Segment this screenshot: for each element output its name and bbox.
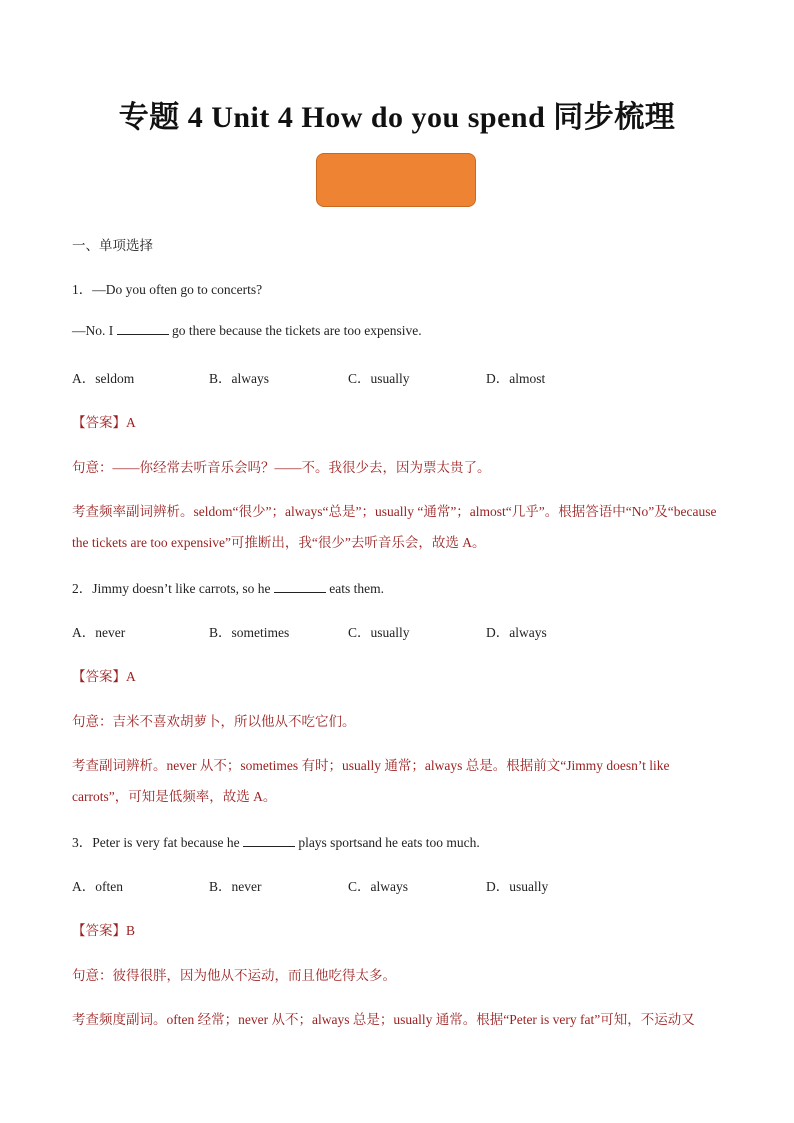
q1-answer-label: 【答案】 bbox=[72, 415, 126, 430]
q2-answer-label: 【答案】 bbox=[72, 669, 126, 684]
section-heading: 一、单项选择 bbox=[72, 238, 153, 253]
q2-meaning: 句意：吉米不喜欢胡萝卜，所以他从不吃它们。 bbox=[72, 714, 356, 729]
q1-analysis-line1: 考查频率副词辨析。seldom“很少”；always“总是”；usually “通常”；almost“几乎”。根据答语中“No”及“because bbox=[72, 504, 717, 519]
q2-answer-value: A bbox=[126, 669, 136, 684]
q1-option-a: A．seldom bbox=[72, 371, 135, 386]
q3-meaning: 句意：彼得很胖，因为他从不运动，而且他吃得太多。 bbox=[72, 968, 396, 983]
q2-option-b: B．sometimes bbox=[209, 625, 290, 640]
q2-stem bbox=[72, 577, 384, 597]
q1-analysis-line2: the tickets are too expensive”可推断出，我“很少”去听音乐会，故选 A。 bbox=[72, 535, 486, 550]
q2-option-c: C．usually bbox=[348, 625, 410, 640]
q3-answer bbox=[72, 919, 135, 939]
q3-stem bbox=[72, 831, 480, 851]
q2-stem-text-pre: 2．Jimmy doesn’t like carrots, so he bbox=[72, 581, 274, 596]
q1-answer-value: A bbox=[126, 415, 136, 430]
page-title: 专题 4 Unit 4 How do you spend 同步梳理 bbox=[118, 101, 676, 134]
q1-blank bbox=[117, 322, 169, 335]
q1-meaning: 句意：——你经常去听音乐会吗？——不。我很少去，因为票太贵了。 bbox=[72, 460, 491, 475]
q2-option-a: A．never bbox=[72, 625, 126, 640]
q1-stem: 1．—Do you often go to concerts? bbox=[72, 282, 263, 297]
q2-blank bbox=[274, 580, 326, 593]
q1-option-b: B．always bbox=[209, 371, 269, 386]
orange-banner bbox=[316, 153, 476, 207]
q2-analysis-line1: 考查副词辨析。never 从不；sometimes 有时；usually 通常；always 总是。根据前文“Jimmy doesn’t like bbox=[72, 758, 670, 773]
q1-stem-line2 bbox=[72, 322, 422, 339]
q3-stem-text-pre: 3．Peter is very fat because he bbox=[72, 835, 243, 850]
q1-stem-text-post: go there because the tickets are too expensive. bbox=[168, 323, 422, 338]
q3-stem-text-post: plays sportsand he eats too much. bbox=[294, 835, 480, 850]
q3-option-a: A．often bbox=[72, 879, 123, 894]
q2-analysis-line2: carrots”，可知是低频率，故选 A。 bbox=[72, 789, 277, 804]
q3-answer-label: 【答案】 bbox=[72, 923, 126, 938]
q1-option-c: C．usually bbox=[348, 371, 410, 386]
q1-answer bbox=[72, 411, 136, 431]
q1-option-d: D．almost bbox=[486, 371, 546, 386]
q3-option-d: D．usually bbox=[486, 879, 549, 894]
q1-stem-text-pre: —No. I bbox=[72, 323, 117, 338]
q3-option-b: B．never bbox=[209, 879, 262, 894]
q2-answer bbox=[72, 665, 136, 685]
q3-analysis-line1: 考查频度副词。often 经常；never 从不；always 总是；usually 通常。根据“Peter is very fat”可知，不运动又 bbox=[72, 1012, 695, 1027]
q3-answer-value: B bbox=[126, 923, 136, 938]
q3-option-c: C．always bbox=[348, 879, 408, 894]
q3-blank bbox=[243, 834, 295, 847]
q2-option-d: D．always bbox=[486, 625, 547, 640]
q2-stem-text-post: eats them. bbox=[325, 581, 384, 596]
